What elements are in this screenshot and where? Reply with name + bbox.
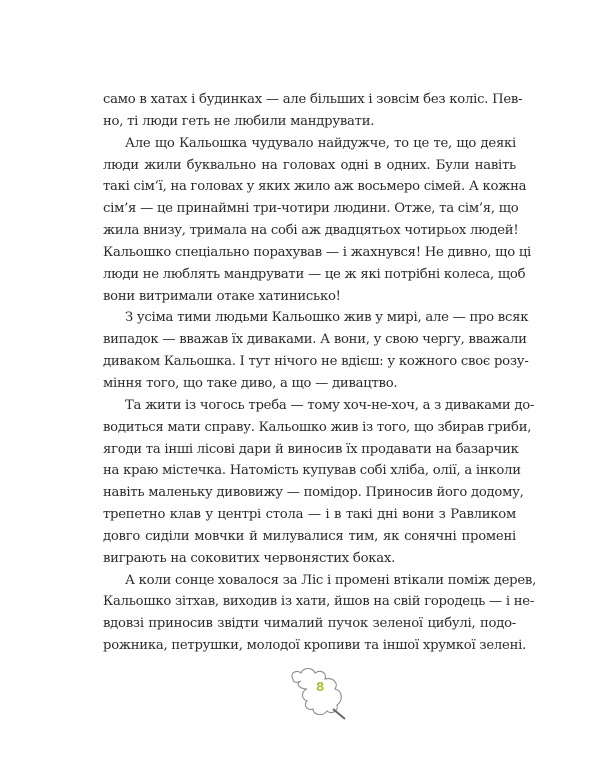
text-line: жила внизу, тримала на собі аж двадцятьох чотирьох людей!	[103, 223, 519, 239]
leaf-ornament-icon	[285, 665, 365, 725]
text-line: довго сиділи мовчки й милувалися тим, як сонячні промені	[103, 528, 516, 544]
text-line: виграють на соковитих червонястих боках.	[103, 550, 396, 566]
paragraph	[103, 307, 529, 394]
text-line: но, ті люди геть не любили мандрувати.	[103, 113, 375, 129]
text-line: диваком Кальошка. І тут нічого не вдієш: у кожного своє розу-	[103, 354, 529, 370]
text-line: навіть маленьку дивовижу — помідор. Приносив його додому,	[103, 485, 524, 501]
text-line: трепетно клав у центрі стола — і в такі дні вони з Равликом	[103, 507, 516, 523]
text-line: вони витримали отаке хатинисько!	[103, 288, 341, 304]
paragraph	[103, 133, 532, 308]
paragraph	[103, 395, 535, 570]
text-line: люди жили буквально на головах одні в одних. Були навіть	[103, 157, 516, 173]
text-line: сім’я — це принаймні три-чотири людини. Отже, та сім’я, що	[103, 201, 519, 217]
text-line: само в хатах і будинках — але більших і зовсім без коліс. Пев-	[103, 92, 523, 107]
paragraph	[103, 89, 523, 133]
text-line: на краю містечка. Натомість купував собі хліба, олії, а інколи	[103, 463, 521, 479]
text-line: вдовзі приносив звідти чималий пучок зеленої цибулі, подо-	[103, 616, 516, 632]
text-line: А коли сонце ховалося за Ліс і промені втікали поміж дерев,	[125, 572, 537, 588]
text-line: З усіма тими людьми Кальошко жив у мирі, але — про всяк	[125, 310, 529, 326]
text-line: рожника, петрушки, молодої кропиви та іншої хрумкої зелені.	[103, 638, 527, 654]
text-line: водиться мати справу. Кальошко жив із того, що збирав гриби,	[103, 419, 532, 435]
text-line: Кальошко спеціально порахував — і жахнувся! Не дивно, що ці	[103, 244, 532, 260]
text-line: такі сім’ї, на головах у яких жило аж восьмеро сімей. А кожна	[103, 179, 527, 195]
text-line: Але що Кальошка чудувало найдужче, то це те, що деякі	[125, 135, 516, 151]
body-text	[103, 89, 537, 657]
paragraph	[103, 570, 537, 657]
text-line: люди не люблять мандрувати — це ж які потрібні колеса, щоб	[103, 266, 526, 282]
text-line: Кальошко зітхав, виходив із хати, йшов на свій городець — і не-	[103, 594, 535, 610]
page-number: 8	[316, 680, 325, 694]
text-line: ягоди та інші лісові дари й виносив їх продавати на базарчик	[103, 441, 519, 457]
text-line: випадок — вважав їх диваками. А вони, у свою чергу, вважали	[103, 332, 527, 348]
text-line: міння того, що таке диво, а що — дивацтво.	[103, 375, 398, 391]
text-line: Та жити із чогось треба — тому хоч-не-хоч, а з диваками до-	[125, 397, 535, 413]
